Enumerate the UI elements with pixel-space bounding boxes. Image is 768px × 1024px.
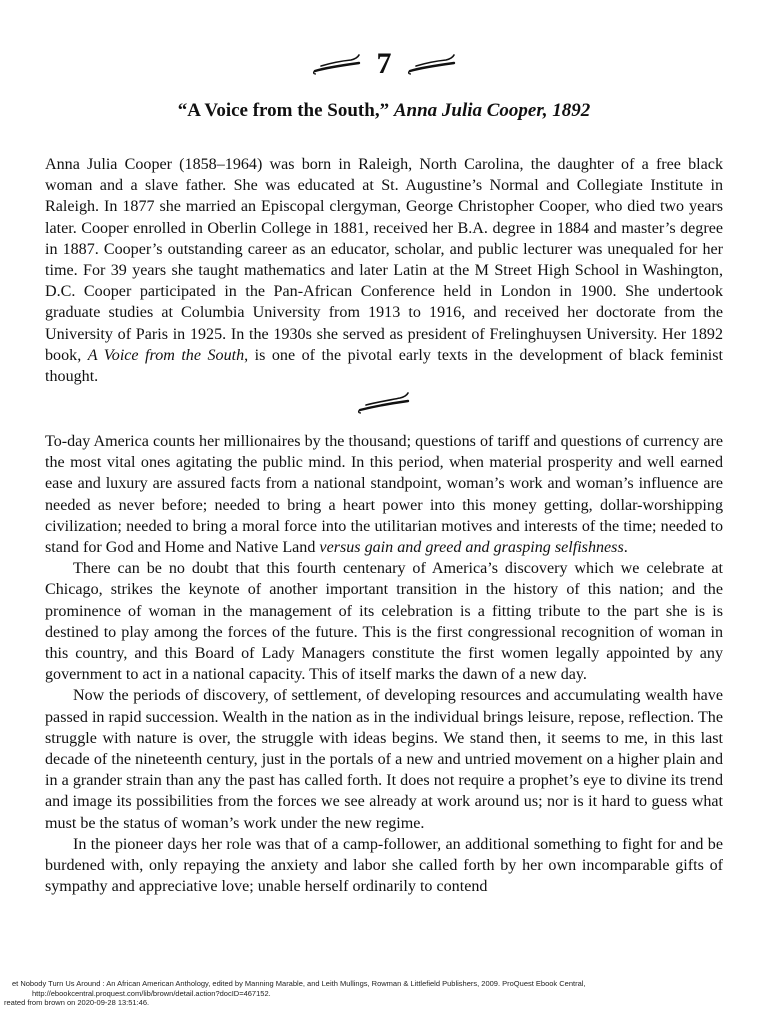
section-divider-icon (356, 390, 412, 416)
chapter-title (0, 98, 768, 124)
footer-line-3: reated from brown on 2020-09-28 13:51:46. (4, 998, 150, 1007)
paragraph-2: There can be no doubt that this fourth centenary of America’s discovery which we celebrate at Chicago, strikes the keynote of another important transition in the history of this nation; and the prominence of woman in the management of its celebration is a fitting tribute to the part she is is destined to play among the forces of the future. This is the first congressional recognition of woman in this country, and this Board of Lady Managers constitute the first women legally appointed by any government to act in a national capacity. This of itself marks the dawn of a new day. (45, 560, 723, 684)
intro-text-end: , is one of the pivotal early texts in the development of black feminist thought. (45, 346, 723, 386)
paragraph-4: In the pioneer days her role was that of a camp-follower, an additional something to fight for and be burdened with, only repaying the anxiety and labor she called forth by her own incomparable gifts of sympathy and appreciative love; unable herself ordinarily to contend (45, 835, 723, 896)
flourish-right-icon (406, 51, 458, 77)
citation-footer (0, 979, 700, 1008)
chapter-heading (0, 44, 768, 84)
flourish-left-icon (311, 51, 363, 77)
title-quote: “A Voice from the South,” (177, 100, 390, 121)
paragraph-1-text: To-day America counts her millionaires by the thousand; questions of tariff and questions of currency are the most vital ones agitating the public mind. In this period, when material prosperity and well earned ease and luxury are assured facts from a national standpoint, woman’s work and woman’s influence are needed as never before; needed to bring a heart power into this money getting, dollar-worshipping civilization; needed to bring a moral force into the utilitarian motives and interests of the time; needed to stand for God and Home and Native Land (45, 433, 723, 557)
paragraph-1 (45, 431, 723, 558)
main-text (45, 431, 723, 897)
paragraph-3: Now the periods of discovery, of settlement, of developing resources and accumulating wealth have passed in rapid succession. Wealth in the nation as in the individual brings leisure, repose, reflection. The struggle with nature is over, the struggle with ideas begins. We stand then, it seems to me, in this last decade of the nineteenth century, just in the portals of a new and untried movement on a higher plain and in a grander strain than any the past has called forth. It does not require a prophet’s eye to divine its trend and image its possibilities from the forces we see already at work around us; nor is it hard to guess what must be the status of woman’s work under the new regime. (45, 687, 723, 832)
intro-paragraph (45, 154, 723, 387)
paragraph-1-end: . (623, 539, 628, 557)
footer-line-1: et Nobody Turn Us Around : An African American Anthology, edited by Manning Marable, and Leith Mullings, Rowman & Littlefield Publishers, 2009. ProQuest Ebook Central, (12, 979, 586, 988)
chapter-number: 7 (376, 47, 392, 80)
paragraph-1-italic: versus gain and greed and grasping selfishness (319, 539, 624, 557)
title-author-year: Anna Julia Cooper, 1892 (393, 100, 591, 121)
intro-text: Anna Julia Cooper (1858–1964) was born in Raleigh, North Carolina, the daughter of a free black woman and a slave father. She was educated at St. Augustine’s Normal and Collegiate Institute in Raleigh. In 1877 she married an Episcopal clergyman, George Christopher Cooper, who died two years later. Cooper enrolled in Oberlin College in 1881, received her B.A. degree in 1884 and master’s degree in 1887. Cooper’s outstanding career as an educator, scholar, and public lecturer was unequaled for her time. For 39 years she taught mathematics and later Latin at the M Street High School in Washington, D.C. Cooper participated in the Pan-African Conference held in London in 1900. She undertook graduate studies at Columbia University from 1913 to 1916, and received her doctorate from the University of Paris in 1925. In the 1930s she served as president of Frelinghuysen University. Her 1892 book, (45, 156, 723, 364)
intro-book-title: A Voice from the South (87, 346, 245, 364)
footer-line-2: http://ebookcentral.proquest.com/lib/brown/detail.action?docID=467152. (32, 988, 271, 998)
